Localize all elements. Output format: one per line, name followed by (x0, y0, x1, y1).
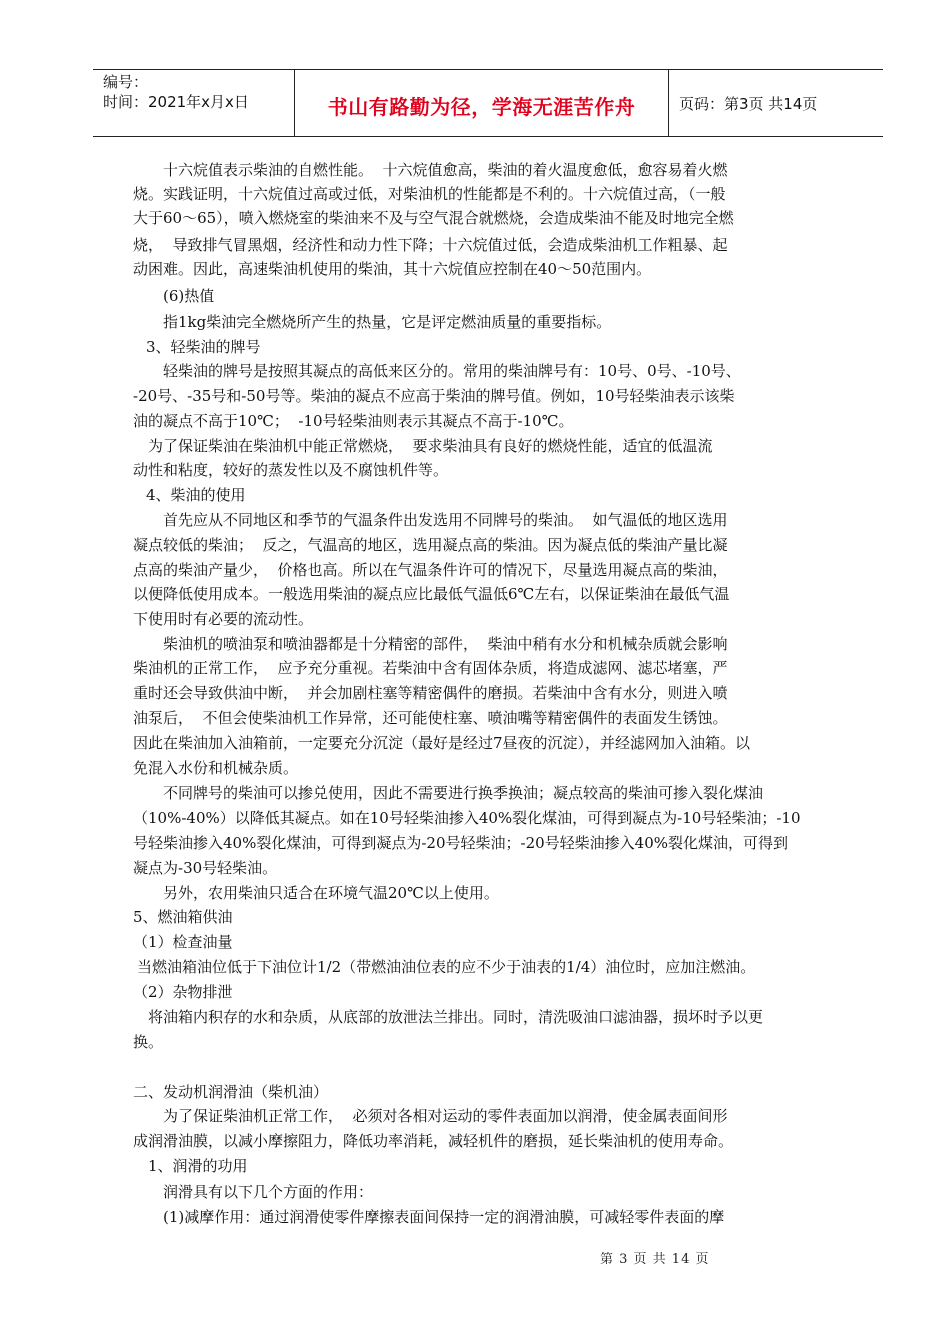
body-line: -20号、-35号和-50号等。柴油的凝点不应高于柴油的牌号值。例如，10号轻柴油表示该柴 (133, 387, 735, 405)
body-line: 烧， 导致排气冒黑烟，经济性和动力性下降；十六烷值过低，会造成柴油机工作粗暴、起 (133, 236, 728, 254)
body-line: 换。 (133, 1033, 164, 1051)
header-meta (103, 72, 249, 112)
body-line: 凝点为-30号轻柴油。 (133, 859, 278, 877)
page-footer: 第 3 页 共 14 页 (600, 1252, 710, 1267)
body-line: 另外，农用柴油只适合在环境气温20℃以上使用。 (163, 884, 499, 902)
header-page-info: 页码：第3页 共14页 (679, 95, 818, 113)
chapter-heading: 二、发动机润滑油（柴机油） (133, 1083, 329, 1101)
body-line: 不同牌号的柴油可以掺兑使用，因此不需要进行换季换油；凝点较高的柴油可掺入裂化煤油 (163, 784, 764, 802)
body-line: 号轻柴油掺入40%裂化煤油，可得到凝点为-20号轻柴油；-20号轻柴油掺入40%裂化煤油，可得到 (133, 834, 788, 852)
subsection-heading: （1）检查油量 (133, 933, 233, 951)
body-line: 指1kg柴油完全燃烧所产生的热量，它是评定燃油质量的重要指标。 (163, 313, 612, 331)
subsection-heading: （2）杂物排泄 (133, 983, 233, 1001)
body-line: 十六烷值表示柴油的自燃性能。 十六烷值愈高，柴油的着火温度愈低，愈容易着火燃 (163, 161, 728, 179)
section-heading: 4、柴油的使用 (146, 486, 246, 504)
body-line: 免混入水份和机械杂质。 (133, 759, 299, 777)
body-line: 为了保证柴油机正常工作， 必须对各相对运动的零件表面加以润滑，使金属表面间形 (163, 1107, 728, 1125)
body-line: 成润滑油膜，以减小摩擦阻力，降低功率消耗，减轻机件的磨损，延长柴油机的使用寿命。 (133, 1132, 734, 1150)
section-heading: 5、燃油箱供油 (133, 908, 233, 926)
body-line: 以便降低使用成本。一般选用柴油的凝点应比最低气温低6℃左右，以保证柴油在最低气温 (133, 585, 730, 603)
header-motto: 书山有路勤为径，学海无涯苦作舟 (327, 95, 636, 119)
section-heading: 1、润滑的功用 (148, 1157, 248, 1175)
body-line: 为了保证柴油在柴油机中能正常燃烧， 要求柴油具有良好的燃烧性能，适宜的低温流 (148, 437, 713, 455)
body-line: 点高的柴油产量少， 价格也高。所以在气温条件许可的情况下，尽量选用凝点高的柴油， (133, 561, 728, 579)
time-label: 时间：2021年x月x日 (103, 93, 249, 111)
body-line: 因此在柴油加入油箱前，一定要充分沉淀（最好是经过7昼夜的沉淀），并经滤网加入油箱。以 (133, 734, 751, 752)
body-line: 首先应从不同地区和季节的气温条件出发选用不同牌号的柴油。 如气温低的地区选用 (163, 511, 728, 529)
body-line: 动性和粘度，较好的蒸发性以及不腐蚀机件等。 (133, 461, 449, 479)
body-line: 重时还会导致供油中断， 并会加剧柱塞等精密偶件的磨损。若柴油中含有水分，则进入喷 (133, 684, 728, 702)
body-line: 下使用时有必要的流动性。 (133, 610, 314, 628)
header-divider (668, 70, 669, 136)
number-label: 编号： (103, 73, 149, 91)
body-line: 将油箱内积存的水和杂质，从底部的放泄法兰排出。同时，清洗吸油口滤油器，损坏时予以更 (148, 1008, 764, 1026)
body-line: 当燃油箱油位低于下油位计1/2（带燃油油位表的应不少于油表的1/4）油位时，应加注燃油。 (137, 958, 756, 976)
body-line: 动困难。因此，高速柴油机使用的柴油，其十六烷值应控制在40～50范围内。 (133, 260, 652, 278)
body-line: 柴油机的喷油泵和喷油器都是十分精密的部件， 柴油中稍有水分和机械杂质就会影响 (163, 635, 728, 653)
body-line: 烧。实践证明，十六烷值过高或过低，对柴油机的性能都是不利的。十六烷值过高，（一般 (133, 185, 726, 203)
body-line: 大于60～65），喷入燃烧室的柴油来不及与空气混合就燃烧，会造成柴油不能及时地完全燃 (133, 209, 734, 227)
body-line: （10%-40%）以降低其凝点。如在10号轻柴油掺入40%裂化煤油，可得到凝点为-10号轻柴油；-10 (133, 809, 801, 827)
body-line: 轻柴油的牌号是按照其凝点的高低来区分的。常用的柴油牌号有：10号、0号、-10号、 (163, 362, 741, 380)
body-line: (1)减摩作用：通过润滑使零件摩擦表面间保持一定的润滑油膜，可减轻零件表面的摩 (163, 1208, 725, 1226)
body-line: 油泵后， 不但会使柴油机工作异常，还可能使柱塞、喷油嘴等精密偶件的表面发生锈蚀。 (133, 709, 728, 727)
body-line: 柴油机的正常工作， 应予充分重视。若柴油中含有固体杂质，将造成滤网、滤芯堵塞，严 (133, 659, 728, 677)
body-line: 润滑具有以下几个方面的作用： (163, 1183, 374, 1201)
section-heading: 3、轻柴油的牌号 (146, 338, 261, 356)
body-line: 油的凝点不高于10℃； -10号轻柴油则表示其凝点不高于-10℃。 (133, 412, 574, 430)
body-line: 凝点较低的柴油； 反之，气温高的地区，选用凝点高的柴油。因为凝点低的柴油产量比凝 (133, 536, 728, 554)
page-header (93, 69, 883, 137)
body-line: (6)热值 (163, 287, 215, 305)
